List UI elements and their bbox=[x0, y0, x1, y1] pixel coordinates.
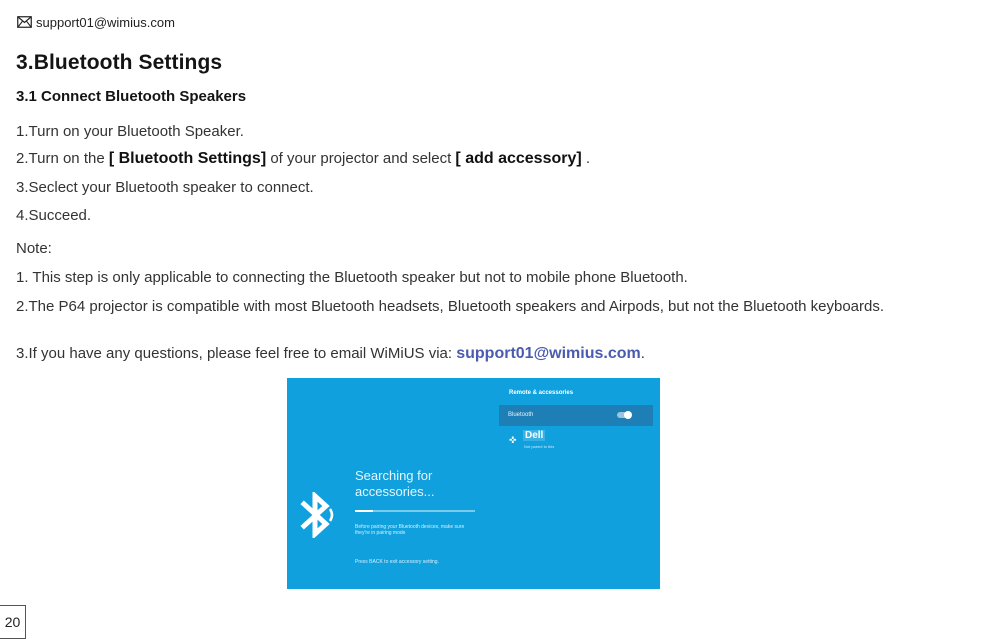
note-3-prefix: 3.If you have any questions, please feel free to email WiMiUS via: bbox=[16, 345, 457, 362]
projector-screenshot bbox=[287, 378, 660, 589]
bluetooth-settings-keyword: [ Bluetooth Settings] bbox=[108, 150, 267, 167]
bluetooth-toggle[interactable] bbox=[617, 412, 631, 418]
search-progress-bar bbox=[355, 510, 475, 512]
device-name[interactable]: Dell bbox=[525, 430, 544, 441]
gamepad-icon: ✜ bbox=[509, 435, 517, 445]
step-2-suffix: . bbox=[581, 150, 591, 167]
step-2 bbox=[16, 150, 590, 168]
step-3: 3.Seclect your Bluetooth speaker to connect. bbox=[16, 179, 314, 196]
envelope-icon bbox=[17, 16, 32, 28]
press-back-hint: Press BACK to exit accessory setting. bbox=[355, 559, 439, 565]
remote-accessories-heading: Remote & accessories bbox=[509, 390, 574, 396]
note-label: Note: bbox=[16, 240, 52, 257]
page-number: 20 bbox=[0, 605, 26, 639]
bluetooth-setting-row[interactable] bbox=[499, 405, 653, 426]
section-title: 3.Bluetooth Settings bbox=[16, 51, 223, 74]
note-2: 2.The P64 projector is compatible with most Bluetooth headsets, Bluetooth speakers and Airpods, but not the Bluetooth keyboards. bbox=[16, 298, 885, 315]
searching-text: Searching for accessories... bbox=[355, 468, 435, 499]
bluetooth-icon bbox=[299, 492, 339, 543]
step-2-prefix: 2.Turn on the bbox=[16, 150, 109, 167]
note-3 bbox=[16, 345, 645, 363]
step-4: 4.Succeed. bbox=[16, 207, 92, 224]
section-subtitle: 3.1 Connect Bluetooth Speakers bbox=[16, 88, 247, 105]
header-email[interactable]: support01@wimius.com bbox=[36, 14, 175, 30]
device-status: Not paired to this bbox=[524, 444, 555, 449]
pairing-hint: Before pairing your Bluetooth devices, make sure they're in pairing mode bbox=[355, 524, 465, 536]
page-header bbox=[17, 13, 175, 31]
toggle-knob bbox=[624, 411, 632, 419]
add-accessory-keyword: [ add accessory] bbox=[455, 150, 582, 167]
step-2-middle: of your projector and select bbox=[266, 150, 456, 167]
support-email-link[interactable]: support01@wimius.com bbox=[456, 345, 641, 362]
search-progress-fill bbox=[355, 510, 373, 512]
bluetooth-row-label: Bluetooth bbox=[508, 412, 534, 418]
step-1: 1.Turn on your Bluetooth Speaker. bbox=[16, 123, 244, 140]
note-3-suffix: . bbox=[640, 345, 645, 362]
note-1: 1. This step is only applicable to connecting the Bluetooth speaker but not to mobile phone Bluetooth. bbox=[16, 269, 688, 286]
